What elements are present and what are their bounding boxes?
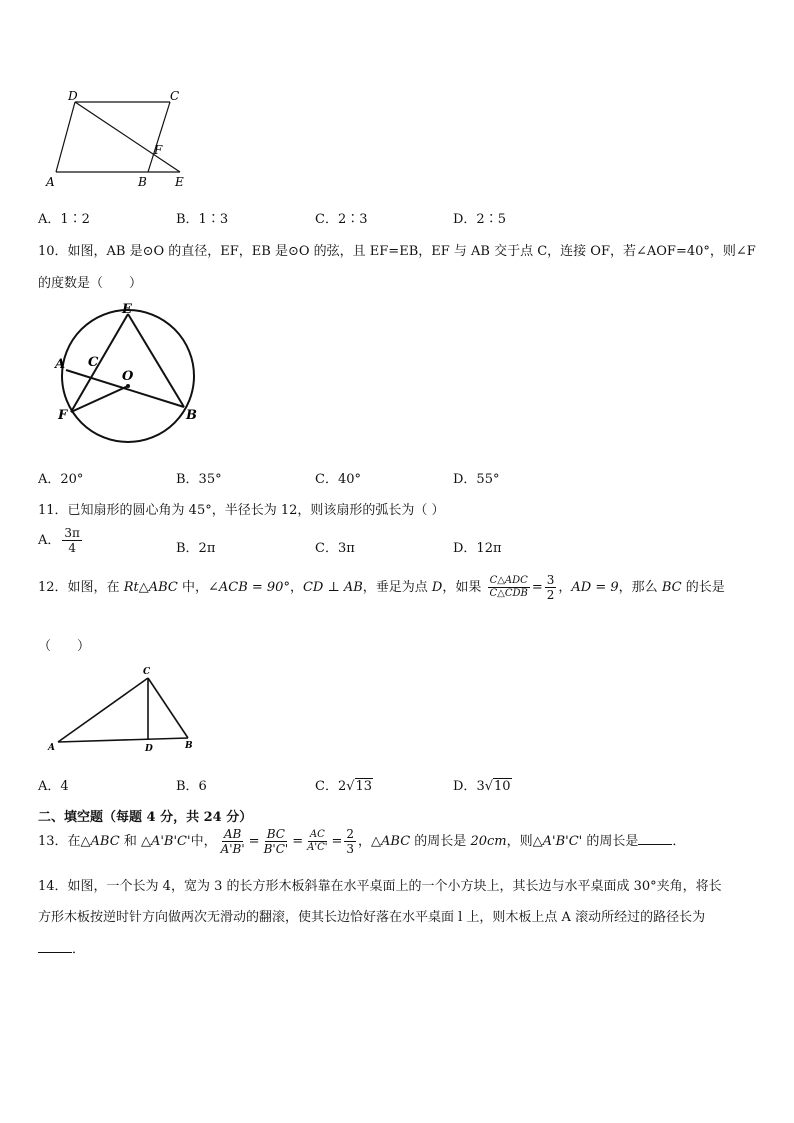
- label-D: D: [68, 90, 78, 103]
- text: ，垂足为点: [362, 580, 432, 595]
- math: △ABC: [371, 834, 411, 849]
- text: 13．在: [38, 834, 81, 849]
- q12-paren: （ ）: [38, 639, 91, 654]
- equals: =: [331, 834, 343, 849]
- text: 的长是: [681, 580, 725, 595]
- coefficient: 3: [476, 779, 485, 794]
- answer-blank[interactable]: [38, 940, 72, 953]
- q12-option-d[interactable]: [453, 775, 512, 794]
- label-E: E: [122, 302, 132, 317]
- q11-option-a[interactable]: [38, 527, 84, 554]
- option-prefix: A．: [38, 533, 61, 548]
- q12-option-c[interactable]: [315, 775, 373, 794]
- label-B: B: [186, 408, 197, 423]
- fraction: [344, 828, 356, 855]
- equals: =: [292, 834, 304, 849]
- fraction: [62, 527, 82, 554]
- q9-option-b[interactable]: B．1∶3: [176, 212, 229, 227]
- text: ，如果: [442, 580, 486, 595]
- math: △A'B'C': [532, 834, 583, 849]
- math: BC: [661, 580, 682, 595]
- math: D: [431, 580, 443, 595]
- text: 12．如图，在: [38, 580, 124, 595]
- text: ．: [72, 942, 86, 957]
- fraction-denominator: 4: [68, 541, 76, 555]
- fraction-denominator: B'C': [263, 842, 289, 856]
- label-F: F: [58, 408, 68, 423]
- q10-option-a[interactable]: A．20°: [38, 472, 84, 487]
- q9-option-c[interactable]: C．2∶3: [315, 212, 368, 227]
- fraction-denominator: 2: [546, 588, 555, 602]
- answer-blank[interactable]: [638, 832, 672, 845]
- triangle-figure: [42, 662, 212, 757]
- label-E: E: [175, 175, 184, 189]
- text: 中，: [190, 834, 217, 849]
- section-title: 二、填空题（每题 4 分，共 24 分）: [38, 810, 253, 825]
- text: 和: [119, 834, 141, 849]
- math: AD = 9: [571, 580, 619, 595]
- fraction-numerator: C△ADC: [489, 575, 528, 586]
- q14-text-line3: [38, 938, 85, 957]
- square-root: √10: [484, 779, 511, 794]
- label-B: B: [185, 741, 193, 751]
- fraction-numerator: 3: [546, 573, 555, 587]
- label-O: O: [122, 369, 134, 384]
- circle-figure: [48, 302, 208, 452]
- label-D: D: [145, 744, 153, 754]
- radicand: 13: [355, 779, 373, 794]
- fraction-numerator: 3π: [64, 526, 80, 540]
- fraction: [305, 830, 329, 853]
- coefficient: 2: [337, 779, 347, 794]
- label-C: C: [170, 90, 180, 103]
- fraction-denominator: 3: [346, 842, 355, 856]
- q11-option-b[interactable]: B．2π: [176, 541, 216, 556]
- q10-option-d[interactable]: D．55°: [453, 472, 500, 487]
- text: ，那么: [618, 580, 662, 595]
- fraction-denominator: A'B': [220, 842, 245, 856]
- math: △ABC: [80, 834, 120, 849]
- q10-text-line1: 10．如图，AB 是⊙O 的直径，EF，EB 是⊙O 的弦，且 EF=EB，EF 与 AB 交于点 C，连接 OF，若∠AOF=40°，则∠F: [38, 244, 756, 259]
- text: ，: [358, 834, 372, 849]
- square-root: √13: [346, 779, 373, 794]
- q14-text-line2: 方形木板按逆时针方向做两次无滑动的翻滚，使其长边恰好落在水平桌面 l 上，则木板上点 A 滚动所经过的路径长为: [38, 910, 706, 925]
- math: Rt△ABC: [123, 580, 178, 595]
- label-A: A: [48, 743, 55, 753]
- q13-text: [38, 828, 685, 855]
- fraction: [488, 576, 530, 599]
- fraction: [545, 574, 557, 601]
- q12-option-a[interactable]: A．4: [38, 779, 69, 794]
- option-prefix: C．: [315, 779, 338, 794]
- q9-option-a[interactable]: A．1∶2: [38, 212, 90, 227]
- fraction: [262, 828, 291, 855]
- fraction-denominator: A'C': [307, 842, 328, 853]
- q12-text: [38, 574, 725, 601]
- option-prefix: D．: [453, 779, 477, 794]
- fraction-denominator: C△CDB: [489, 588, 528, 599]
- text: ．: [672, 834, 686, 849]
- math: 20cm: [470, 834, 507, 849]
- text: 的周长是: [410, 834, 471, 849]
- label-C: C: [143, 667, 151, 677]
- math: ∠ACB = 90°: [207, 580, 290, 595]
- fraction-numerator: AB: [223, 827, 242, 841]
- math: △A'B'C': [140, 834, 191, 849]
- q14-text-line1: 14．如图，一个长为 4，宽为 3 的长方形木板斜靠在水平桌面上的一个小方块上，其长边与水平桌面成 30°夹角，将长: [38, 879, 722, 894]
- text: 中，: [177, 580, 208, 595]
- q11-text: 11．已知扇形的圆心角为 45°，半径长为 12，则该扇形的弧长为（ ）: [38, 503, 445, 518]
- q11-option-d[interactable]: D．12π: [453, 541, 502, 556]
- text: ，则: [506, 834, 533, 849]
- parallelogram-figure: [40, 90, 200, 195]
- q12-option-b[interactable]: B．6: [176, 779, 207, 794]
- fraction-numerator: BC: [266, 827, 285, 841]
- q11-option-c[interactable]: C．3π: [315, 541, 355, 556]
- q10-option-c[interactable]: C．40°: [315, 472, 361, 487]
- math: CD ⊥ AB: [302, 580, 363, 595]
- label-A: A: [46, 175, 55, 189]
- fraction-numerator: 2: [346, 827, 355, 841]
- label-B: B: [138, 175, 147, 189]
- q9-option-d[interactable]: D．2∶5: [453, 212, 506, 227]
- fraction-numerator: AC: [309, 829, 325, 840]
- text: ，: [289, 580, 303, 595]
- fraction: [219, 828, 247, 855]
- equals: =: [531, 580, 543, 595]
- equals: =: [248, 834, 260, 849]
- text: 的周长是: [582, 834, 639, 849]
- q10-option-b[interactable]: B．35°: [176, 472, 222, 487]
- label-A: A: [55, 357, 66, 372]
- text: ，: [558, 580, 572, 595]
- label-C: C: [88, 355, 99, 370]
- radicand: 10: [494, 779, 511, 794]
- q10-text-line2: 的度数是（ ）: [38, 276, 143, 291]
- label-F: F: [154, 143, 163, 157]
